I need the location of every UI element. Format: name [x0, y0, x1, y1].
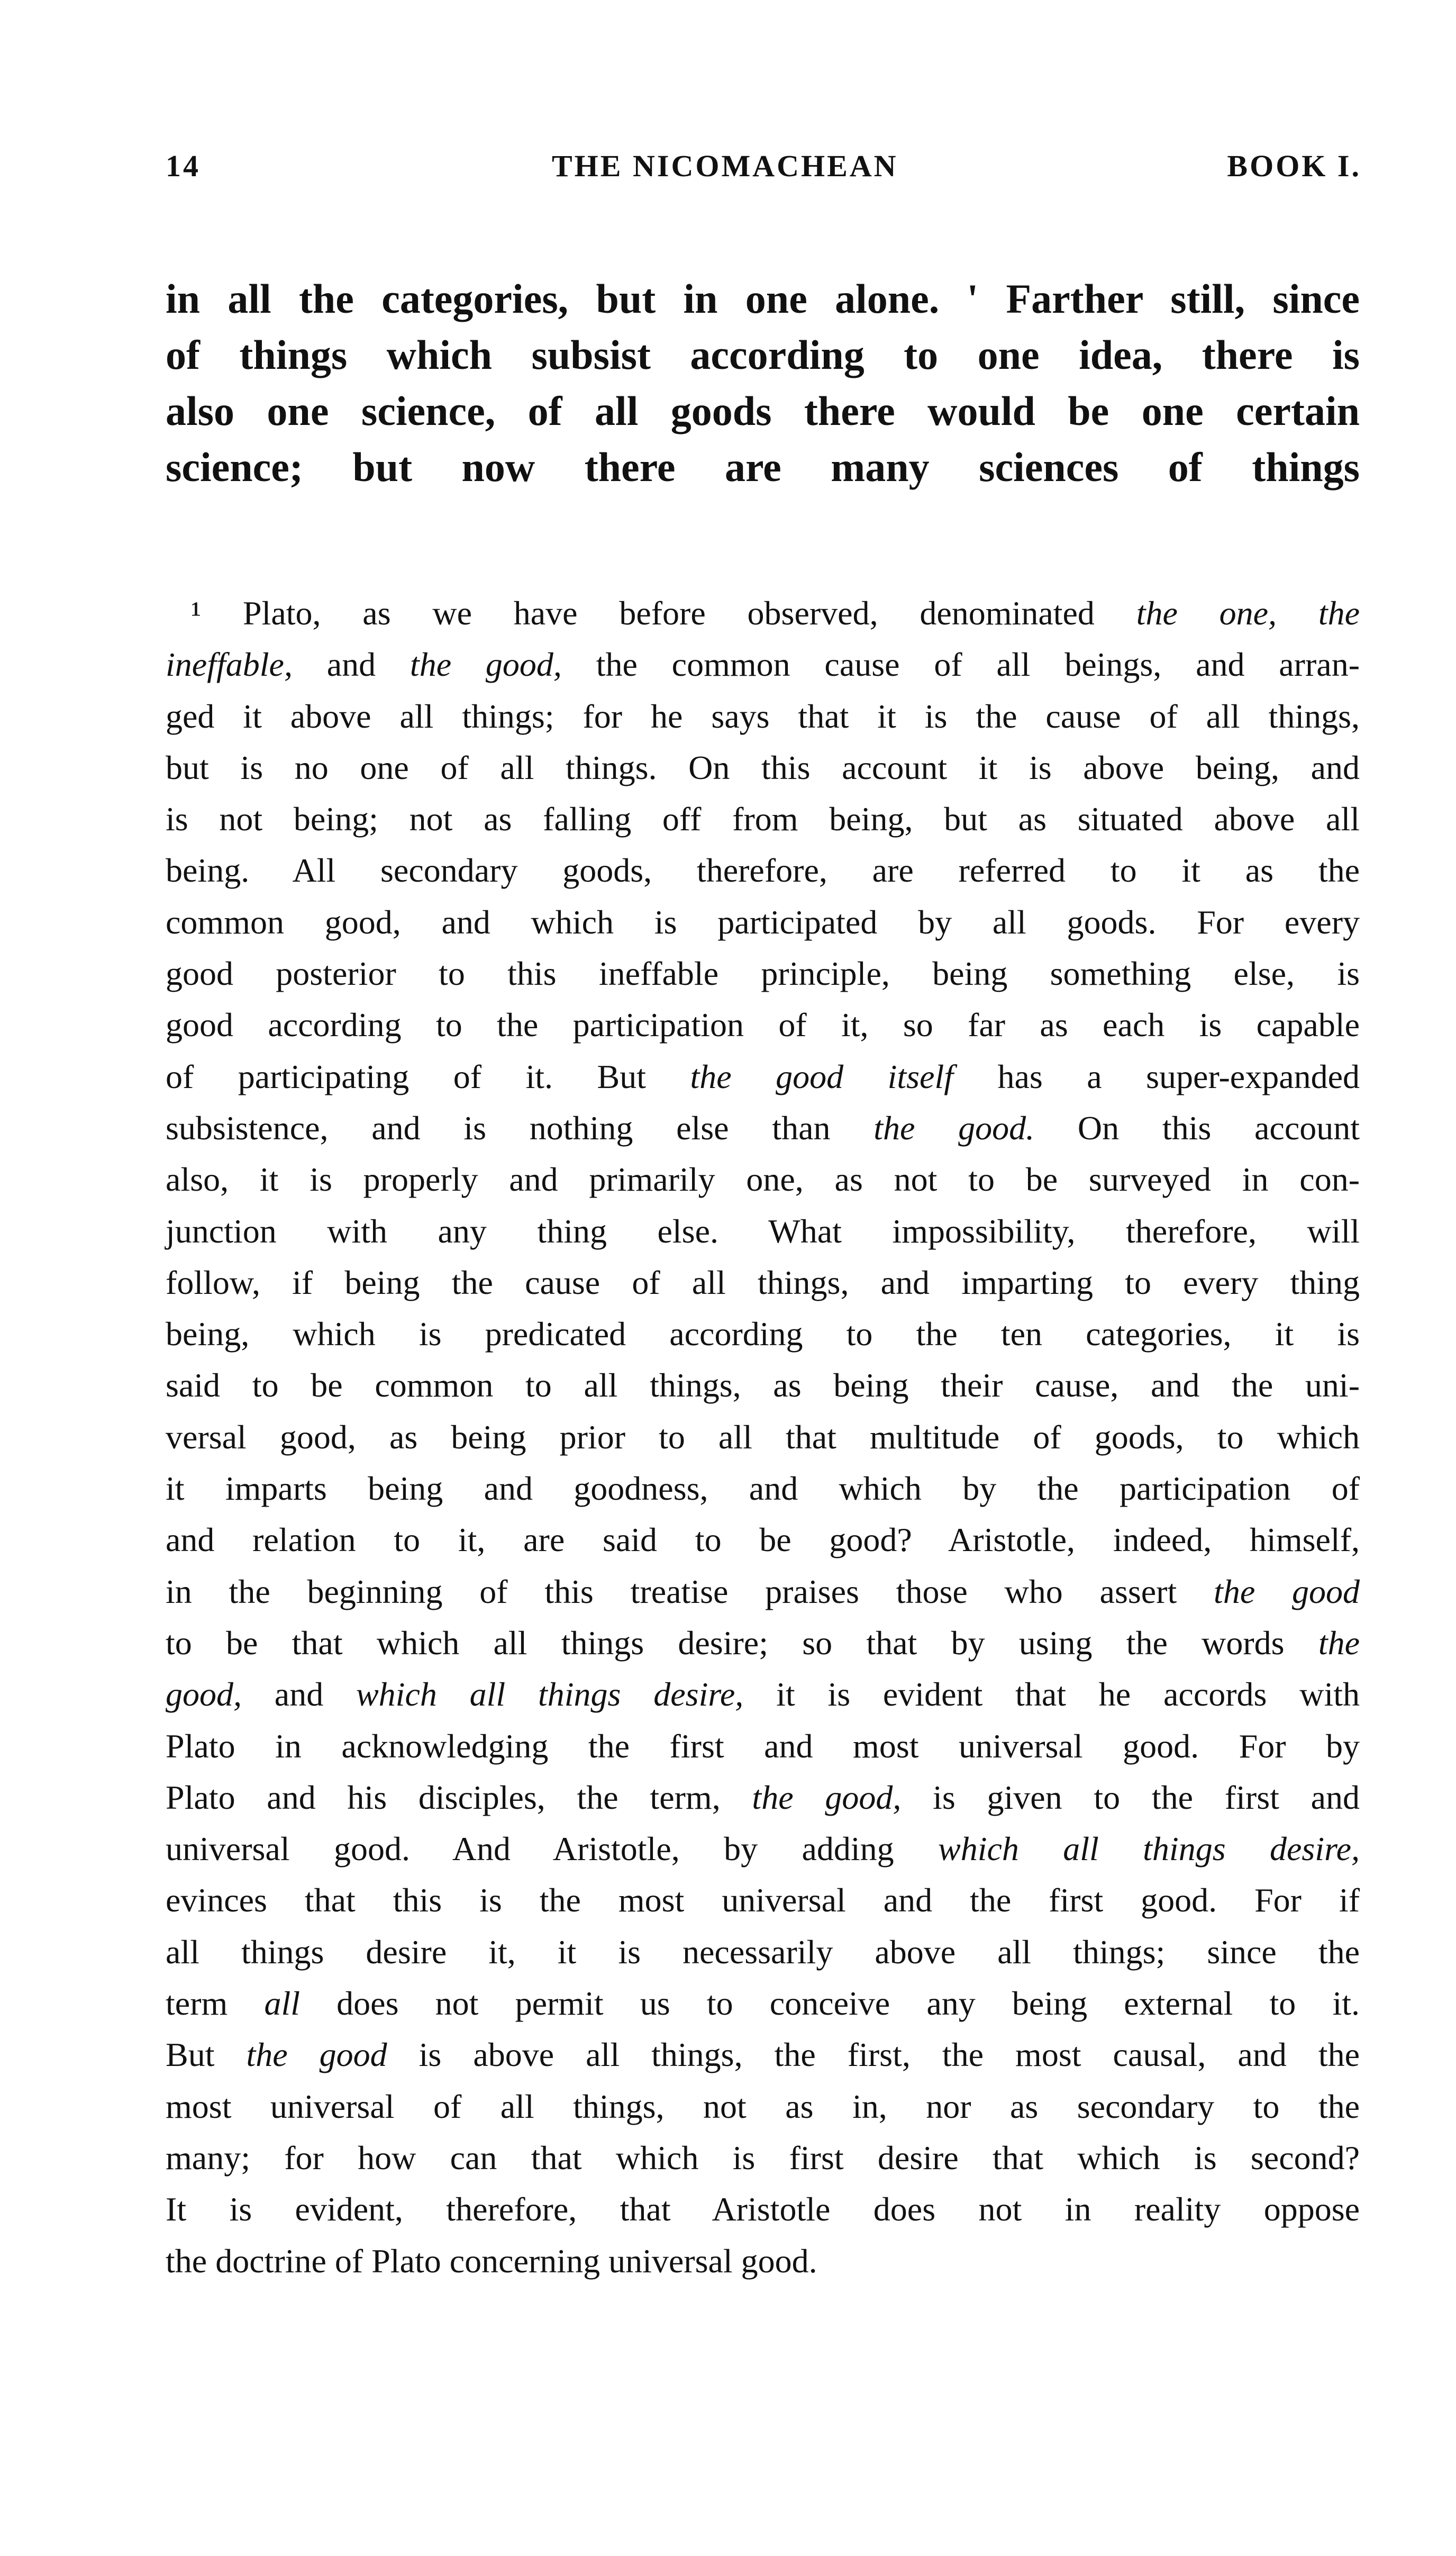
footnote-line — [166, 1514, 1360, 1565]
footnote-line — [166, 793, 1360, 845]
footnote — [166, 587, 1360, 2287]
text-segment: all things desire it, it is necessarily above all things; since the — [166, 1933, 1360, 1971]
italic-text: which all things desire, — [356, 1675, 744, 1714]
text-segment: but is no one of all things. On this account it is above being, and — [166, 748, 1360, 786]
text-segment: is given to the first and — [901, 1778, 1360, 1816]
italic-text: the — [1318, 1624, 1360, 1662]
text-segment: ¹ Plato, as we have before observed, denominated — [191, 594, 1136, 632]
text-segment: good according to the participation of it, so far as each is capable — [166, 1006, 1360, 1044]
footnote-line — [166, 2235, 1360, 2287]
footnote-line — [166, 1720, 1360, 1772]
text-segment: it is evident that he accords with — [743, 1675, 1360, 1714]
footnote-line — [166, 2183, 1360, 2235]
footnote-line — [166, 1051, 1360, 1102]
text-segment: most universal of all things, not as in, nor as secondary to the — [166, 2087, 1360, 2125]
footnote-line — [166, 948, 1360, 999]
text-segment: versal good, as being prior to all that multitude of goods, to which — [166, 1418, 1360, 1456]
text-segment: has a super-expanded — [953, 1057, 1360, 1095]
footnote-line — [166, 1978, 1360, 2029]
italic-text: all — [264, 1984, 300, 2023]
footnote-line — [166, 1617, 1360, 1669]
footnote-line — [166, 2029, 1360, 2080]
footnote-line — [166, 1206, 1360, 1257]
text-segment: of things which subsist according to one idea, there is — [166, 332, 1360, 378]
italic-text: good, — [166, 1675, 242, 1714]
footnote-line — [166, 1257, 1360, 1308]
footnote-line — [166, 1411, 1360, 1463]
text-segment: also one science, of all goods there would be one certain — [166, 388, 1360, 434]
text-segment: the common cause of all beings, and arran- — [561, 646, 1360, 684]
text-segment: in the beginning of this treatise praises those who assert — [166, 1572, 1214, 1610]
page-number: 14 — [166, 149, 201, 183]
text-segment: term — [166, 1984, 265, 2023]
body-line — [166, 271, 1360, 327]
text-segment: being. All secondary goods, therefore, are referred to it as the — [166, 851, 1360, 890]
text-segment: and — [292, 646, 410, 684]
footnote-line — [166, 1102, 1360, 1154]
footnote-line — [166, 1669, 1360, 1720]
footnote-line — [166, 845, 1360, 896]
footnote-line — [166, 1874, 1360, 1926]
italic-text: the good — [1214, 1572, 1360, 1610]
footnote-line — [166, 1154, 1360, 1205]
footnote-line — [166, 587, 1360, 639]
italic-text: the good, — [410, 646, 562, 684]
italic-text: which all things desire, — [938, 1830, 1360, 1868]
book-label: BOOK I. — [1227, 149, 1361, 183]
text-segment: subsistence, and is nothing else than — [166, 1109, 874, 1147]
footnote-line — [166, 2132, 1360, 2183]
text-segment: common good, and which is participated by all goods. For every — [166, 903, 1360, 941]
text-segment: of participating of it. But — [166, 1057, 690, 1095]
text-segment: Plato in acknowledging the first and most universal good. For by — [166, 1727, 1360, 1765]
text-segment: also, it is properly and primarily one, as not to be surveyed in con- — [166, 1161, 1360, 1199]
italic-text: the good, — [752, 1778, 902, 1816]
text-segment: and relation to it, are said to be good? Aristotle, indeed, himself, — [166, 1521, 1360, 1559]
body-line — [166, 327, 1360, 383]
text-segment: in all the categories, but in one alone. ' Farther still, since — [166, 276, 1360, 322]
running-header — [166, 148, 1361, 191]
text-segment: But — [166, 2036, 247, 2074]
text-segment: to be that which all things desire; so that by using the words — [166, 1624, 1318, 1662]
footnote-line — [166, 1926, 1360, 1978]
footnote-line — [166, 1359, 1360, 1411]
footnote-line — [166, 1823, 1360, 1874]
text-segment: Plato and his disciples, the term, — [166, 1778, 752, 1816]
footnote-line — [166, 1308, 1360, 1359]
text-segment: ged it above all things; for he says that it is the cause of all things, — [166, 697, 1360, 735]
text-segment: is not being; not as falling off from being, but as situated above all — [166, 800, 1360, 838]
footnote-line — [166, 1463, 1360, 1514]
text-segment: follow, if being the cause of all things, and imparting to every thing — [166, 1263, 1360, 1301]
italic-text: the good — [246, 2036, 387, 2074]
footnote-line — [166, 742, 1360, 793]
footnote-line — [166, 1772, 1360, 1823]
text-segment: good posterior to this ineffable principle, being something else, is — [166, 955, 1360, 993]
footnote-line — [166, 639, 1360, 690]
body-line — [166, 383, 1360, 439]
text-segment: science; but now there are many sciences of things — [166, 444, 1360, 490]
italic-text: the one, the — [1136, 594, 1360, 632]
text-segment: On this account — [1034, 1109, 1360, 1147]
text-segment: and — [242, 1675, 356, 1714]
text-segment: is above all things, the first, the most causal, and the — [387, 2036, 1360, 2074]
text-segment: universal good. And Aristotle, by adding — [166, 1830, 939, 1868]
running-title: THE NICOMACHEAN — [552, 149, 898, 183]
italic-text: the good itself — [690, 1057, 953, 1095]
footnote-line — [166, 999, 1360, 1050]
text-segment: said to be common to all things, as being their cause, and the uni- — [166, 1366, 1360, 1404]
text-segment: does not permit us to conceive any being external to it. — [300, 1984, 1360, 2023]
text-segment: it imparts being and goodness, and which by the participation of — [166, 1470, 1360, 1508]
footnote-line — [166, 896, 1360, 948]
footnote-line — [166, 1566, 1360, 1617]
italic-text: the good. — [873, 1109, 1035, 1147]
text-segment: the doctrine of Plato concerning universal good. — [166, 2242, 817, 2280]
text-segment: evinces that this is the most universal and the first good. For if — [166, 1881, 1360, 1919]
text-segment: junction with any thing else. What impossibility, therefore, will — [166, 1212, 1360, 1250]
body-line — [166, 439, 1360, 495]
text-segment: It is evident, therefore, that Aristotle does not in reality oppose — [166, 2190, 1360, 2228]
text-segment: many; for how can that which is first desire that which is second? — [166, 2138, 1360, 2177]
text-segment: being, which is predicated according to the ten categories, it is — [166, 1315, 1360, 1353]
main-text — [166, 271, 1360, 495]
italic-text: ineffable, — [166, 646, 293, 684]
footnote-line — [166, 691, 1360, 742]
footnote-line — [166, 2081, 1360, 2132]
